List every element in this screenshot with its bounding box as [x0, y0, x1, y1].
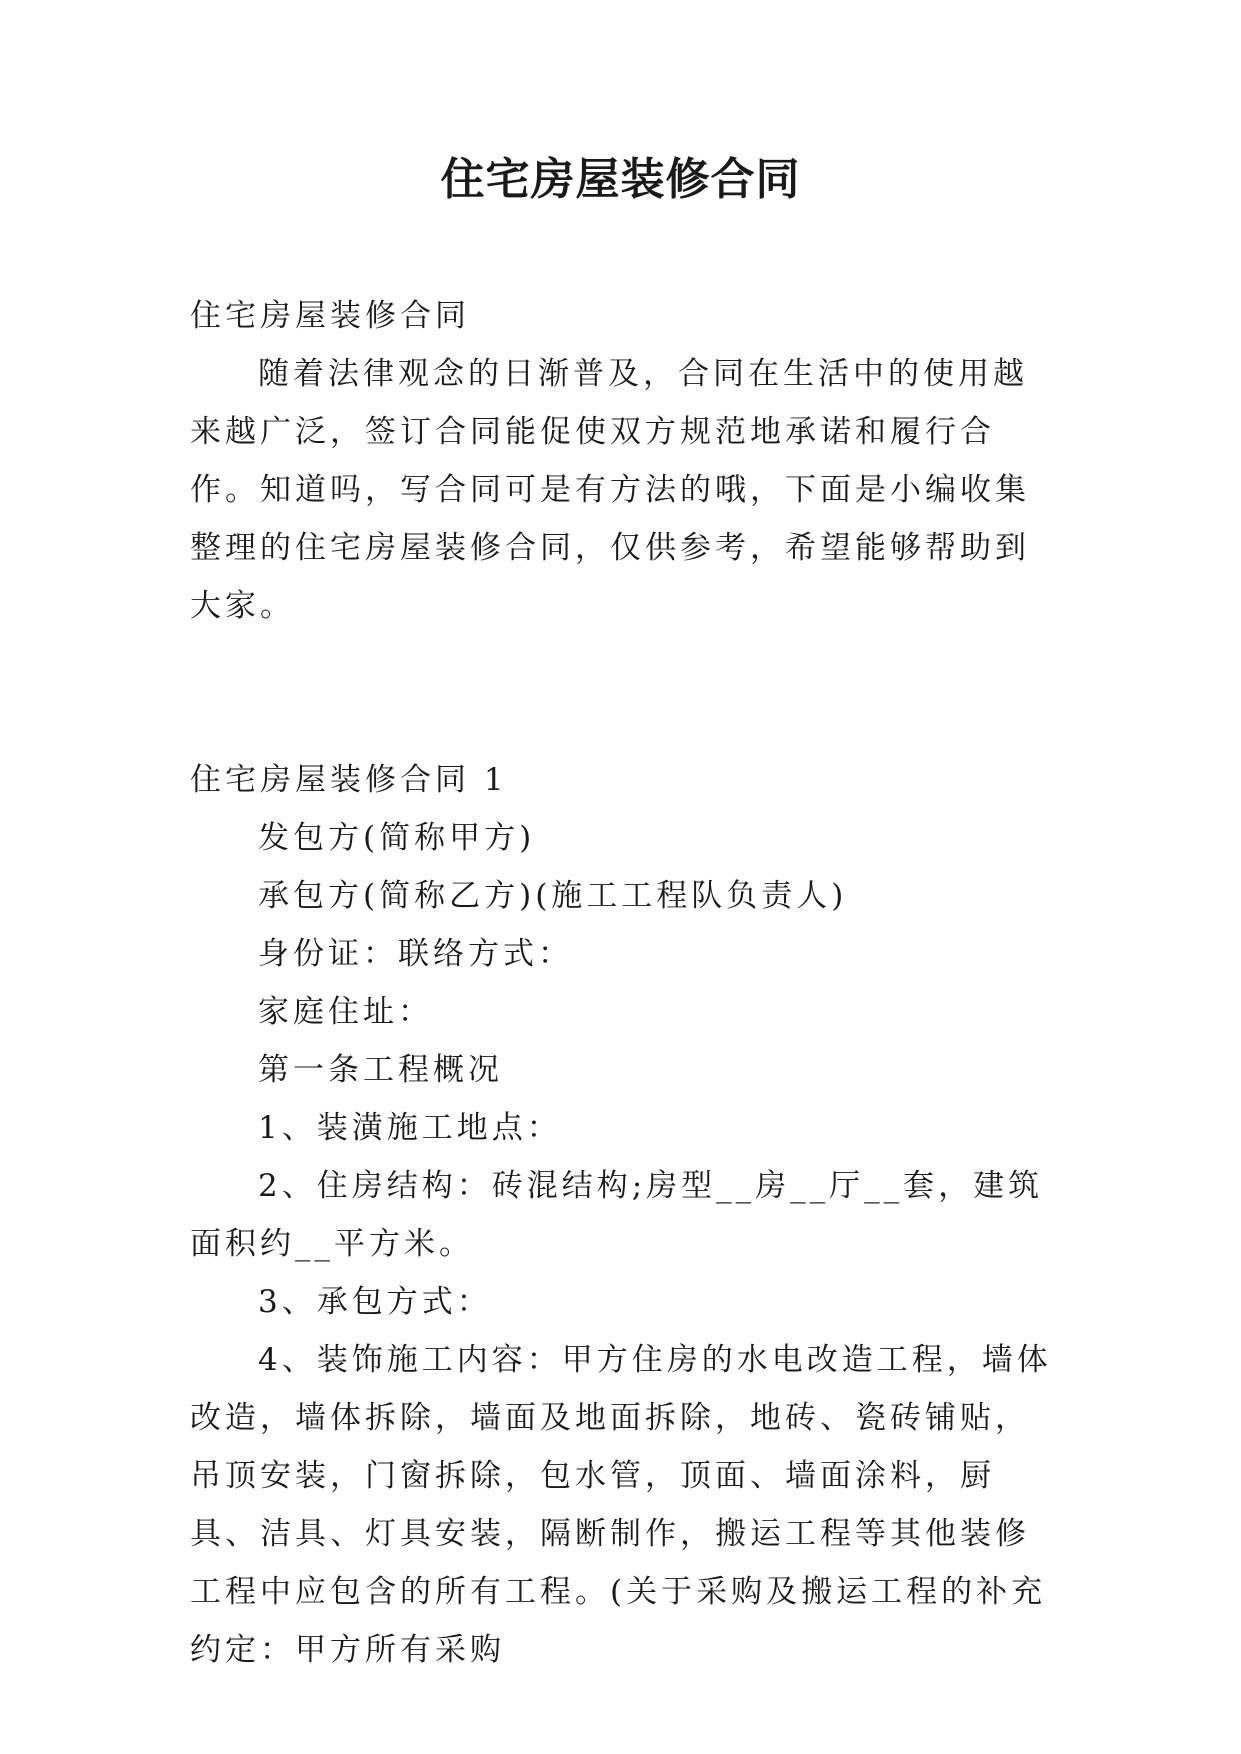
clause-home-address: 家庭住址： — [258, 994, 433, 1030]
clause-party-b: 承包方(简称乙方)(施工工程队负责人) — [258, 878, 848, 914]
item-construction-content: 4、装饰施工内容：甲方住房的水电改造工程，墙体改造，墙体拆除，墙面及地面拆除，地砖、瓷砖铺贴，吊顶安装，门窗拆除，包水管，顶面、墙面涂料，厨具、洁具、灯具安装，隔断制作，搬运工程等其他装修工程中应包含的所有工程。(关于采购及搬运工程的补充约定：甲方所有采购 — [190, 1342, 1052, 1668]
document-title: 住宅房屋装修合同 — [440, 154, 801, 205]
clause-party-a: 发包方(简称甲方) — [258, 820, 536, 856]
section-gap — [190, 635, 1060, 751]
item-housing-structure: 2、住房结构：砖混结构;房型__房__厅__套，建筑面积约__平方米。 — [190, 1168, 1044, 1262]
item-contract-method: 3、承包方式： — [258, 1284, 492, 1320]
intro-heading: 住宅房屋装修合同 — [190, 298, 470, 334]
contract-heading: 住宅房屋装修合同 1 — [190, 762, 508, 798]
intro-paragraph: 随着法律观念的日渐普及，合同在生活中的使用越来越广泛，签订合同能促使双方规范地承诺和履行合作。知道吗，写合同可是有方法的哦，下面是小编收集整理的住宅房屋装修合同，仅供参考，希望能够帮助到大家。 — [190, 356, 1030, 624]
item-site-location: 1、装潢施工地点： — [258, 1110, 562, 1146]
clause-id-contact: 身份证：联络方式： — [258, 936, 573, 972]
document-body — [190, 287, 1060, 1679]
article-one-heading: 第一条工程概况 — [258, 1052, 503, 1088]
